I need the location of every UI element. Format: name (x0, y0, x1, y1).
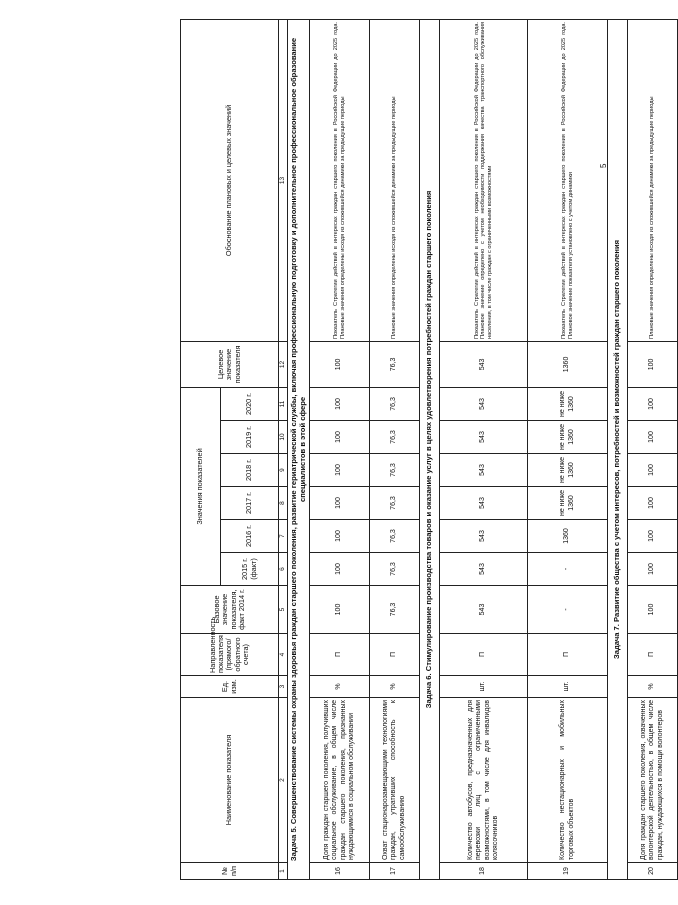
indicator-name: Количество нестационарных и мобильных торговых объектов (528, 698, 608, 863)
value-2017: 100 (310, 487, 370, 520)
task-7-heading: Задача 7. Развитие общества с учетом интересов, потребностей и возможностей граждан старшего поколения (608, 19, 628, 879)
col-number: 3 (279, 676, 288, 698)
base-value: 76,3 (370, 586, 420, 634)
value-2020: 100 (310, 387, 370, 420)
table-row (310, 19, 370, 879)
col-number: 5 (279, 586, 288, 634)
justification: Плановые значения определены исходя из сложившейся динамики за предыдущие периоды (370, 19, 420, 341)
value-2015: 543 (440, 553, 528, 586)
value-2015: 76,3 (370, 553, 420, 586)
table-row (440, 19, 528, 879)
col-number: 8 (279, 487, 288, 520)
row-number: 19 (528, 863, 608, 880)
value-2020: 76,3 (370, 387, 420, 420)
value-2018: 100 (310, 454, 370, 487)
base-value: - (528, 586, 608, 634)
col-number: 12 (279, 341, 288, 387)
value-2016: 543 (440, 520, 528, 553)
task-5-heading: Задача 5. Совершенствование системы охраны здоровья граждан старшего поколения, развитие гериатрической службы, включая профессиональную подготовку и дополнительное профессиональное образование специалистов в этой сфере (288, 19, 310, 879)
value-2016: 100 (310, 520, 370, 553)
direction: П (310, 634, 370, 676)
header-justification: Обоснование плановых и целевых значений (181, 19, 279, 341)
indicator-name: Доля граждан старшего поколения, получивших социальное обслуживание, в общем числе граждан старшего поколения, признанных нуждающимися в социальном обслуживании (310, 698, 370, 863)
base-value: 100 (628, 586, 678, 634)
header-name: Наименование показателя (181, 698, 279, 863)
unit: % (628, 676, 678, 698)
justification: Показатель Стратегии действий в интересах граждан старшего поколения в Российской Федерации до 2025 года. Плановые значения определены исходя из сложившейся динамики за предыдущие периоды (310, 19, 370, 341)
col-number: 10 (279, 421, 288, 454)
value-2019: 543 (440, 421, 528, 454)
header-target: Целевое значение показателя (181, 341, 279, 387)
col-number: 13 (279, 19, 288, 341)
value-2019: не ниже 1360 (528, 421, 608, 454)
indicator-name: Доля граждан старшего поколения, охваченных волонтерской деятельностью, в общем числе граждан, нуждающихся в помощи волонтеров (628, 698, 678, 863)
value-2017: 76,3 (370, 487, 420, 520)
table-row (628, 19, 678, 879)
base-value: 543 (440, 586, 528, 634)
value-2020: не ниже 1360 (528, 387, 608, 420)
target-value: 76,3 (370, 341, 420, 387)
table-row (528, 19, 608, 879)
row-number: 20 (628, 863, 678, 880)
target-value: 100 (628, 341, 678, 387)
header-year: 2018 г. (221, 454, 279, 487)
value-2019: 100 (310, 421, 370, 454)
col-number: 11 (279, 387, 288, 420)
value-2018: 543 (440, 454, 528, 487)
value-2016: 76,3 (370, 520, 420, 553)
target-value: 1360 (528, 341, 608, 387)
justification: Показатель Стратегии действий в интересах граждан старшего поколения в Российской Федерации до 2025 года. Плановое значение показателя установлено с учетом динамики (528, 19, 608, 341)
header-base: Базовое значение показателя, факт 2014 г. (181, 586, 279, 634)
indicator-name: Охват стационарозамещающими технологиями граждан, утративших способность к самообслуживанию (370, 698, 420, 863)
unit: шт. (528, 676, 608, 698)
col-number: 1 (279, 863, 288, 880)
base-value: 100 (310, 586, 370, 634)
rotated-table-container (180, 20, 664, 880)
row-number: 17 (370, 863, 420, 880)
page-number: 5 (599, 163, 608, 168)
direction: П (628, 634, 678, 676)
direction: П (440, 634, 528, 676)
indicator-name: Количество автобусов, предназначенных для перевозки лиц с ограниченными возможностями, в том числе для инвалидов колясочников (440, 698, 528, 863)
unit: шт. (440, 676, 528, 698)
value-2019: 76,3 (370, 421, 420, 454)
justification: Плановые значения определены исходя из сложившейся динамики за предыдущие периоды (628, 19, 678, 341)
header-direction: Направленность показателя (прямого/обратного счета) (181, 634, 279, 676)
value-2016: 100 (628, 520, 678, 553)
value-2015: - (528, 553, 608, 586)
value-2018: 76,3 (370, 454, 420, 487)
indicators-table (180, 19, 678, 880)
target-value: 100 (310, 341, 370, 387)
header-year: 2016 г. (221, 520, 279, 553)
row-number: 18 (440, 863, 528, 880)
justification: Показатель Стратегии действий в интересах граждан старшего поколения в Российской Федерации до 2025 года. Плановое значение определено с учетом необходимости поддержания качества транспортного обслуживания населения, в том числе граждан с ограниченными возможностями (440, 19, 528, 341)
value-2018: 100 (628, 454, 678, 487)
col-number: 4 (279, 634, 288, 676)
value-2017: 543 (440, 487, 528, 520)
header-values: Значения показателей (181, 387, 221, 585)
value-2016: 1360 (528, 520, 608, 553)
value-2015: 100 (310, 553, 370, 586)
col-number: 9 (279, 454, 288, 487)
header-unit: Ед. изм. (181, 676, 279, 698)
unit: % (310, 676, 370, 698)
value-2020: 100 (628, 387, 678, 420)
value-2019: 100 (628, 421, 678, 454)
value-2017: не ниже 1360 (528, 487, 608, 520)
direction: П (370, 634, 420, 676)
value-2015: 100 (628, 553, 678, 586)
target-value: 543 (440, 341, 528, 387)
col-number: 7 (279, 520, 288, 553)
header-year: 2019 г. (221, 421, 279, 454)
header-year: 2020 г. (221, 387, 279, 420)
col-number: 6 (279, 553, 288, 586)
table-row (370, 19, 420, 879)
header-num: № п/п (181, 863, 279, 880)
direction: П (528, 634, 608, 676)
col-number: 2 (279, 698, 288, 863)
value-2020: 543 (440, 387, 528, 420)
header-year: 2015 г. (факт) (221, 553, 279, 586)
unit: % (370, 676, 420, 698)
row-number: 16 (310, 863, 370, 880)
value-2017: 100 (628, 487, 678, 520)
header-year: 2017 г. (221, 487, 279, 520)
task-6-heading: Задача 6. Стимулирование производства товаров и оказание услуг в целях удовлетворения потребностей граждан старшего поколения (420, 19, 440, 879)
value-2018: не ниже 1360 (528, 454, 608, 487)
